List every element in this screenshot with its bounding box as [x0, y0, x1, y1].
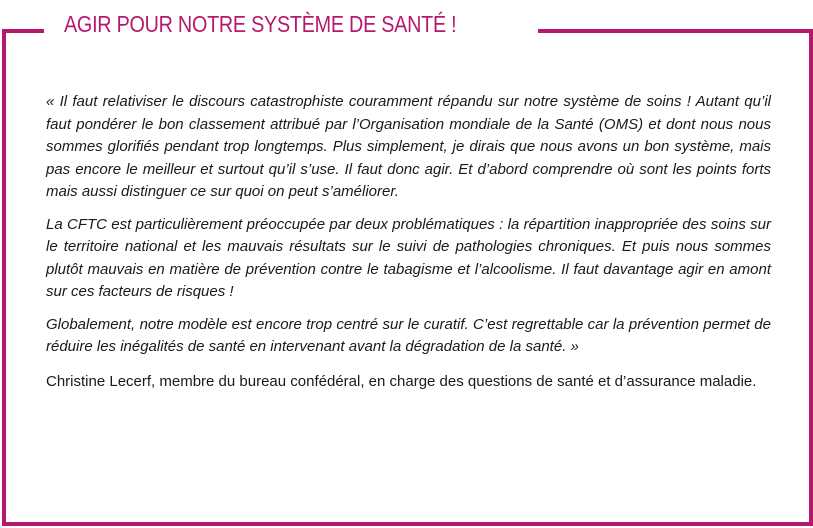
quote-paragraph-3: Globalement, notre modèle est encore trop centré sur le curatif. C’est regrettable car la prévention permet de réduire les inégalités de santé en intervenant avant la dégradation de la santé. » — [46, 315, 771, 355]
quote-paragraph-1: « Il faut relativiser le discours catastrophiste couramment répandu sur notre système de soins ! Autant qu’il faut pondérer le bon classement attribué par l’Organisation mondiale de la Santé (OMS) et dont nous nous sommes glorifiés pendant trop longtemps. Plus simplement, je dirais que nous avons un bon système, mais pas encore le meilleur et surtout qu’il s’use. Il faut donc agir. Et d’abord comprendre où sont les points forts mais aussi distinguer ce sur quoi on peut s’améliorer. — [46, 93, 771, 200]
box-title-container — [44, 6, 538, 46]
quote-content — [46, 91, 771, 403]
box-title: AGIR POUR NOTRE SYSTÈME DE SANTÉ ! — [64, 11, 457, 37]
quote-attribution: Christine Lecerf, membre du bureau confédéral, en charge des questions de santé et d’assurance maladie. — [46, 372, 757, 390]
quote-paragraph-2: La CFTC est particulièrement préoccupée par deux problématiques : la répartition inappropriée des soins sur le territoire national et les mauvais résultats sur le suivi de pathologies chroniques. Et puis nous sommes plutôt mauvais en matière de prévention contre le tabagisme et l’alcoolisme. Il faut davantage agir en amont sur ces facteurs de risques ! — [46, 215, 771, 300]
